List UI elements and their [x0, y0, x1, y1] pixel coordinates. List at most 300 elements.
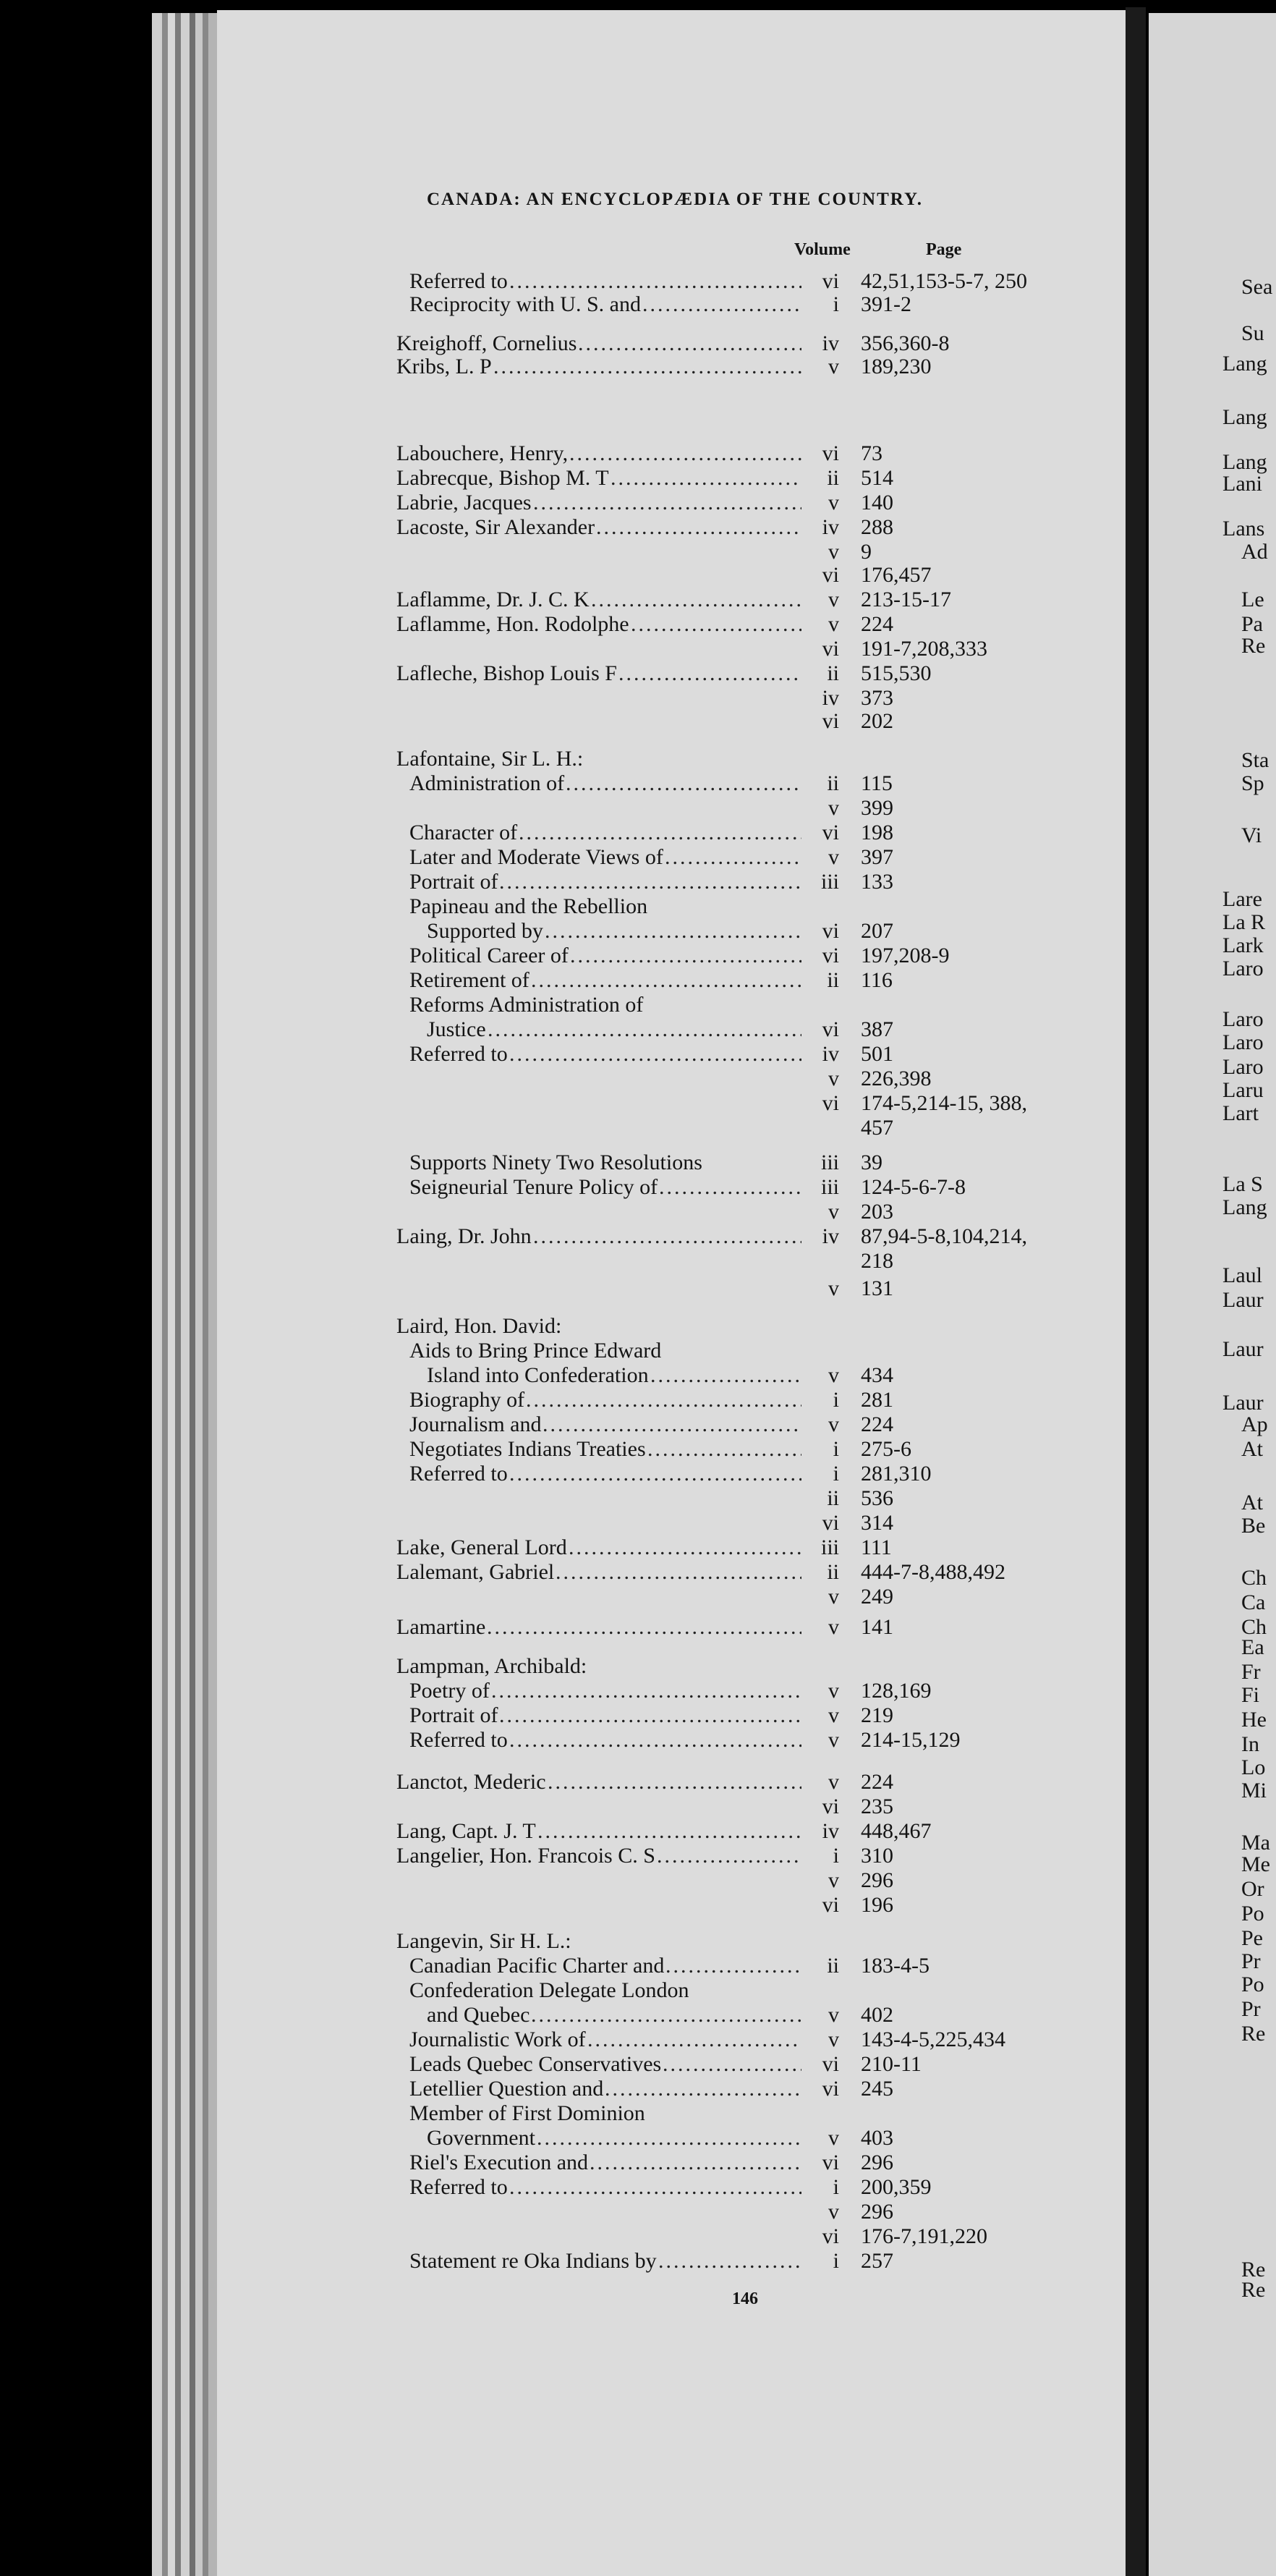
entry-pages: 219 — [861, 1703, 893, 1727]
entry-label: Government — [427, 2126, 535, 2150]
facing-page-fragment: Lart — [1222, 1101, 1259, 1125]
entry-volume: vi — [822, 821, 839, 844]
dot-leader — [618, 661, 801, 686]
facing-page-fragment: Lang — [1222, 450, 1267, 474]
facing-page-fragment: Laur — [1222, 1288, 1264, 1312]
dot-leader — [491, 1679, 801, 1703]
entry-volume: iv — [822, 686, 839, 710]
entry-volume: iv — [822, 331, 839, 355]
index-entry — [0, 563, 1128, 588]
entry-volume: v — [828, 1067, 839, 1090]
index-entry — [0, 919, 1128, 944]
entry-label: Lalemant, Gabriel — [396, 1560, 555, 1584]
entry-label: Lake, General Lord — [396, 1535, 567, 1559]
entry-label: Referred to — [409, 1462, 508, 1486]
index-entry — [0, 1703, 1128, 1728]
index-entry — [0, 2077, 1128, 2101]
facing-page-fragment: Sta — [1241, 748, 1269, 772]
entry-label: Portrait of — [409, 870, 498, 894]
dot-leader — [570, 944, 801, 968]
entry-volume: vi — [822, 1017, 839, 1041]
entry-pages: 210-11 — [861, 2052, 922, 2076]
entry-pages: 197,208-9 — [861, 944, 950, 967]
entry-volume: ii — [827, 466, 839, 490]
entry-label: Laird, Hon. David: — [396, 1314, 562, 1338]
dot-leader — [499, 1703, 801, 1728]
facing-page-fragment: In — [1241, 1732, 1259, 1756]
index-entry — [0, 2151, 1128, 2175]
entry-label: Referred to — [409, 2175, 508, 2199]
facing-page-fragment: Lang — [1222, 1195, 1267, 1219]
entry-label: Negotiates Indians Treaties — [409, 1437, 646, 1461]
index-entry — [0, 2003, 1128, 2028]
dot-leader — [631, 612, 801, 637]
dot-leader — [493, 355, 801, 379]
dot-leader — [650, 1363, 801, 1388]
dot-leader — [659, 1175, 801, 1200]
dot-leader — [543, 1412, 801, 1437]
entry-pages: 189,230 — [861, 355, 932, 378]
facing-page-fragment: Lans — [1222, 517, 1265, 541]
entry-pages: 515,530 — [861, 661, 932, 685]
facing-page-fragment: Ea — [1241, 1635, 1264, 1659]
entry-label: Labrie, Jacques — [396, 491, 532, 514]
facing-page-fragment: Or — [1241, 1877, 1264, 1901]
facing-page-fragment: Fi — [1241, 1683, 1260, 1707]
facing-page-fragment: Me — [1241, 1852, 1270, 1876]
facing-page-fragment: Re — [1241, 634, 1266, 658]
dot-leader — [537, 1819, 801, 1844]
dot-leader — [519, 821, 801, 845]
dot-leader — [556, 1560, 801, 1585]
entry-volume: v — [828, 491, 839, 514]
entry-pages: 314 — [861, 1511, 893, 1535]
index-entry — [0, 1339, 1128, 1363]
entry-label: Biography of — [409, 1388, 525, 1412]
entry-label: Papineau and the Rebellion — [409, 894, 648, 918]
facing-page-fragment: Pe — [1241, 1926, 1263, 1950]
entry-pages: 444-7-8,488,492 — [861, 1560, 1005, 1584]
index-entry — [0, 1224, 1128, 1249]
entry-pages: 203 — [861, 1200, 893, 1224]
entry-pages: 174-5,214-15, 388, — [861, 1091, 1027, 1115]
entry-volume: v — [828, 1585, 839, 1609]
index-entry — [0, 771, 1128, 796]
entry-volume: v — [828, 588, 839, 611]
facing-page-fragment: La R — [1222, 910, 1266, 934]
entry-pages: 288 — [861, 515, 893, 539]
entry-volume: iv — [822, 1042, 839, 1066]
entry-label: Later and Moderate Views of — [409, 845, 663, 869]
entry-volume: i — [833, 2175, 839, 2199]
facing-page-fragment: Ad — [1241, 540, 1268, 564]
entry-label: Aids to Bring Prince Edward — [409, 1339, 662, 1363]
dot-leader — [533, 491, 801, 515]
dot-leader — [545, 919, 801, 944]
entry-label: Letellier Question and — [409, 2077, 604, 2101]
entry-label: Lafleche, Bishop Louis F — [396, 661, 617, 685]
index-entry — [0, 1363, 1128, 1388]
dot-leader — [605, 2077, 801, 2101]
entry-label: Statement re Oka Indians by — [409, 2249, 657, 2273]
index-entry — [0, 686, 1128, 711]
entry-pages: 235 — [861, 1795, 893, 1818]
entry-volume: ii — [827, 968, 839, 992]
index-entry — [0, 1017, 1128, 1042]
entry-pages: 224 — [861, 1412, 893, 1436]
entry-volume: v — [828, 796, 839, 820]
dot-leader — [533, 1224, 801, 1249]
index-entry — [0, 1868, 1128, 1893]
facing-page-fragment: Laro — [1222, 1007, 1264, 1031]
entry-volume: v — [828, 2003, 839, 2027]
entry-pages: 281 — [861, 1388, 893, 1412]
entry-volume: vi — [822, 1795, 839, 1818]
entry-volume: vi — [822, 944, 839, 967]
dot-leader — [509, 2175, 801, 2200]
entry-label: Leads Quebec Conservatives — [409, 2052, 662, 2076]
entry-pages: 387 — [861, 1017, 893, 1041]
facing-page-fragment: Laro — [1222, 1030, 1264, 1054]
entry-pages: 131 — [861, 1276, 893, 1300]
entry-pages: 133 — [861, 870, 893, 894]
facing-page-fragment: Pa — [1241, 612, 1263, 636]
entry-label: Langevin, Sir H. L.: — [396, 1929, 571, 1953]
entry-volume: vi — [822, 1091, 839, 1115]
entry-pages: 245 — [861, 2077, 893, 2101]
entry-volume: vi — [822, 2224, 839, 2248]
index-entry — [0, 796, 1128, 821]
index-entry — [0, 2126, 1128, 2151]
entry-label: Lafontaine, Sir L. H.: — [396, 747, 584, 771]
entry-volume: iii — [820, 1535, 839, 1559]
facing-page-fragment: Pr — [1241, 1997, 1261, 2021]
entry-label: Journalism and — [409, 1412, 542, 1436]
index-entry — [0, 1978, 1128, 2003]
index-entry — [0, 1954, 1128, 1978]
entry-pages: 501 — [861, 1042, 893, 1066]
entry-volume: ii — [827, 661, 839, 685]
index-entry — [0, 637, 1128, 661]
dot-leader — [665, 1954, 801, 1978]
index-entry — [0, 2028, 1128, 2052]
entry-label: Character of — [409, 821, 518, 844]
facing-page-fragment: Lani — [1222, 472, 1262, 496]
entry-label: Administration of — [409, 771, 565, 795]
entry-pages: 296 — [861, 2151, 893, 2174]
index-entry — [0, 1437, 1128, 1462]
facing-page-fragment: Ap — [1241, 1412, 1268, 1436]
index-entry — [0, 1819, 1128, 1844]
entry-volume: i — [833, 2249, 839, 2273]
index-entry — [0, 1314, 1128, 1339]
entry-pages: 448,467 — [861, 1819, 932, 1843]
index-entry — [0, 1151, 1128, 1175]
facing-page-fragment: Be — [1241, 1514, 1266, 1538]
facing-page-fragment: At — [1241, 1437, 1263, 1461]
index-entry — [0, 1116, 1128, 1140]
index-entry — [0, 1654, 1128, 1679]
index-entry — [0, 355, 1128, 379]
index-entry — [0, 993, 1128, 1017]
entry-label: Portrait of — [409, 1703, 498, 1727]
facing-page-fragment: Laru — [1222, 1078, 1264, 1102]
entry-pages: 296 — [861, 1868, 893, 1892]
entry-label: Justice — [427, 1017, 486, 1041]
entry-label: Laflamme, Dr. J. C. K — [396, 588, 590, 611]
entry-pages: 356,360-8 — [861, 331, 950, 355]
index-entry — [0, 2101, 1128, 2126]
dot-leader — [509, 269, 801, 294]
index-entry — [0, 269, 1128, 294]
entry-volume: v — [828, 1200, 839, 1224]
index-entry — [0, 1844, 1128, 1868]
entry-label: Lacoste, Sir Alexander — [396, 515, 595, 539]
facing-page-fragment: Sea — [1241, 275, 1273, 299]
entry-volume: i — [833, 1437, 839, 1461]
facing-page-fragment: Laro — [1222, 957, 1264, 980]
entry-volume: vi — [822, 2151, 839, 2174]
entry-label: Lanctot, Mederic — [396, 1770, 546, 1794]
index-entry — [0, 540, 1128, 564]
entry-label: Riel's Execution and — [409, 2151, 589, 2174]
dot-leader — [488, 1017, 801, 1042]
dot-leader — [526, 1388, 801, 1412]
dot-leader — [665, 845, 801, 870]
entry-pages: 296 — [861, 2200, 893, 2224]
facing-page-fragment: Lang — [1222, 405, 1267, 429]
entry-volume: v — [828, 612, 839, 636]
index-entry — [0, 2175, 1128, 2200]
entry-pages: 39 — [861, 1151, 882, 1174]
index-entry — [0, 515, 1128, 540]
entry-pages: 457 — [861, 1116, 893, 1140]
entry-volume: v — [828, 1276, 839, 1300]
page-number: 146 — [732, 2289, 758, 2308]
facing-page-fragment: Po — [1241, 1902, 1264, 1925]
dot-leader — [596, 515, 801, 540]
entry-volume: iv — [822, 1224, 839, 1248]
entry-pages: 87,94-5-8,104,214, — [861, 1224, 1027, 1248]
facing-page-fragment: Re — [1241, 2258, 1266, 2281]
entry-label: Kribs, L. P — [396, 355, 492, 378]
entry-label: Island into Confederation — [427, 1363, 649, 1387]
facing-page-fragment: Lare — [1222, 887, 1262, 911]
facing-page-fragment: Ch — [1241, 1615, 1267, 1639]
entry-pages: 224 — [861, 1770, 893, 1794]
index-entry — [0, 588, 1128, 612]
dot-leader — [509, 1042, 801, 1067]
index-entry — [0, 292, 1128, 317]
entry-label: Langelier, Hon. Francois C. S — [396, 1844, 655, 1868]
running-header: CANADA: AN ENCYCLOPÆDIA OF THE COUNTRY. — [427, 190, 923, 209]
facing-page-fragment: Mi — [1241, 1779, 1267, 1802]
entry-volume: v — [828, 845, 839, 869]
entry-pages: 434 — [861, 1363, 893, 1387]
entry-volume: v — [828, 1703, 839, 1727]
entry-pages: 116 — [861, 968, 893, 992]
volume-column-header: Volume — [794, 240, 851, 259]
entry-pages: 198 — [861, 821, 893, 844]
index-entry — [0, 968, 1128, 993]
page-column-header: Page — [926, 240, 962, 259]
facing-page-fragment: Ma — [1241, 1831, 1270, 1855]
entry-volume: v — [828, 1412, 839, 1436]
facing-page-fragment: Laur — [1222, 1391, 1264, 1415]
entry-volume: vi — [822, 1893, 839, 1917]
entry-label: Canadian Pacific Charter and — [409, 1954, 665, 1978]
dot-leader — [537, 2126, 801, 2151]
entry-volume: i — [833, 1462, 839, 1486]
index-entry — [0, 491, 1128, 515]
entry-label: Referred to — [409, 1042, 508, 1066]
entry-pages: 141 — [861, 1615, 893, 1639]
entry-volume: vi — [822, 637, 839, 661]
facing-page-fragment: Lo — [1241, 1755, 1266, 1779]
index-entry — [0, 441, 1128, 466]
index-entry — [0, 1249, 1128, 1274]
index-entry — [0, 1615, 1128, 1640]
entry-pages: 202 — [861, 709, 893, 733]
entry-pages: 191-7,208,333 — [861, 637, 987, 661]
dot-leader — [566, 771, 801, 796]
index-entry — [0, 612, 1128, 637]
entry-label: Retirement of — [409, 968, 529, 992]
entry-label: and Quebec — [427, 2003, 530, 2027]
entry-volume: vi — [822, 709, 839, 733]
dot-leader — [569, 441, 801, 466]
dot-leader — [611, 466, 801, 491]
entry-pages: 403 — [861, 2126, 893, 2150]
dot-leader — [509, 1462, 801, 1486]
entry-label: Laing, Dr. John — [396, 1224, 532, 1248]
facing-page-fragment: Pr — [1241, 1949, 1261, 1973]
entry-label: Referred to — [409, 1728, 508, 1752]
index-entry — [0, 2224, 1128, 2249]
index-entry — [0, 944, 1128, 968]
facing-page-fragment: Re — [1241, 2278, 1266, 2302]
entry-volume: iv — [822, 515, 839, 539]
entry-label: Member of First Dominion — [409, 2101, 645, 2125]
entry-pages: 42,51,153-5-7, 250 — [861, 269, 1027, 293]
entry-volume: ii — [827, 1954, 839, 1978]
entry-volume: v — [828, 1363, 839, 1387]
entry-label: Supports Ninety Two Resolutions — [409, 1151, 702, 1174]
index-entry — [0, 1388, 1128, 1412]
index-entry — [0, 331, 1128, 356]
entry-pages: 196 — [861, 1893, 893, 1917]
dot-leader — [578, 331, 801, 356]
entry-pages: 143-4-5,225,434 — [861, 2028, 1005, 2051]
entry-label: Confederation Delegate London — [409, 1978, 689, 2002]
entry-volume: v — [828, 1770, 839, 1794]
entry-label: Journalistic Work of — [409, 2028, 586, 2051]
entry-pages: 399 — [861, 796, 893, 820]
entry-pages: 514 — [861, 466, 893, 490]
index-entry — [0, 1560, 1128, 1585]
entry-pages: 397 — [861, 845, 893, 869]
entry-pages: 257 — [861, 2249, 893, 2273]
index-entry — [0, 1511, 1128, 1535]
facing-page-fragment: Sp — [1241, 771, 1264, 795]
entry-pages: 373 — [861, 686, 893, 710]
entry-pages: 128,169 — [861, 1679, 932, 1703]
facing-page-fragment: La S — [1222, 1172, 1263, 1196]
index-entry — [0, 1042, 1128, 1067]
index-entry — [0, 1462, 1128, 1486]
entry-pages: 111 — [861, 1535, 892, 1559]
entry-volume: v — [828, 1728, 839, 1752]
entry-volume: v — [828, 2126, 839, 2150]
index-entry — [0, 1795, 1128, 1819]
entry-label: Referred to — [409, 269, 508, 293]
entry-volume: i — [833, 292, 839, 316]
facing-page-fragment: Lang — [1222, 352, 1267, 376]
index-entry — [0, 1200, 1128, 1224]
index-entry — [0, 1067, 1128, 1091]
index-entry — [0, 870, 1128, 894]
dot-leader — [658, 2249, 801, 2274]
entry-volume: v — [828, 2028, 839, 2051]
entry-pages: 226,398 — [861, 1067, 932, 1090]
entry-label: Lamartine — [396, 1615, 486, 1639]
dot-leader — [487, 1615, 801, 1640]
entry-label: Poetry of — [409, 1679, 490, 1703]
facing-page-fragment: Po — [1241, 1973, 1264, 1996]
facing-page-fragment: Lark — [1222, 933, 1264, 957]
entry-label: Political Career of — [409, 944, 569, 967]
entry-volume: ii — [827, 771, 839, 795]
facing-page-fragment: Fr — [1241, 1660, 1261, 1684]
entry-pages: 224 — [861, 612, 893, 636]
entry-volume: vi — [822, 919, 839, 943]
entry-pages: 207 — [861, 919, 893, 943]
entry-pages: 214-15,129 — [861, 1728, 961, 1752]
index-entry — [0, 2052, 1128, 2077]
index-entry — [0, 1412, 1128, 1437]
entry-volume: iii — [820, 1175, 839, 1199]
entry-volume: iv — [822, 1819, 839, 1843]
index-entry — [0, 894, 1128, 919]
index-entry — [0, 1770, 1128, 1795]
index-entry — [0, 1486, 1128, 1511]
entry-pages: 310 — [861, 1844, 893, 1868]
entry-label: Reforms Administration of — [409, 993, 644, 1017]
entry-volume: ii — [827, 1560, 839, 1584]
dot-leader — [642, 292, 801, 317]
entry-pages: 391-2 — [861, 292, 911, 316]
index-entry — [0, 466, 1128, 491]
index-entry — [0, 2249, 1128, 2274]
entry-pages: 124-5-6-7-8 — [861, 1175, 966, 1199]
entry-pages: 281,310 — [861, 1462, 932, 1486]
entry-pages: 73 — [861, 441, 882, 465]
entry-pages: 218 — [861, 1249, 893, 1273]
facing-page-fragment: Laro — [1222, 1055, 1264, 1079]
entry-label: Supported by — [427, 919, 543, 943]
facing-page-fragment: He — [1241, 1708, 1267, 1732]
entry-label: Reciprocity with U. S. and — [409, 292, 641, 316]
entry-pages: 176-7,191,220 — [861, 2224, 987, 2248]
entry-pages: 140 — [861, 491, 893, 514]
entry-volume: v — [828, 540, 839, 564]
entry-volume: i — [833, 1388, 839, 1412]
entry-volume: v — [828, 1868, 839, 1892]
entry-volume: ii — [827, 1486, 839, 1510]
facing-page-fragment: Vi — [1241, 823, 1262, 847]
entry-volume: v — [828, 2200, 839, 2224]
dot-leader — [509, 1728, 801, 1753]
